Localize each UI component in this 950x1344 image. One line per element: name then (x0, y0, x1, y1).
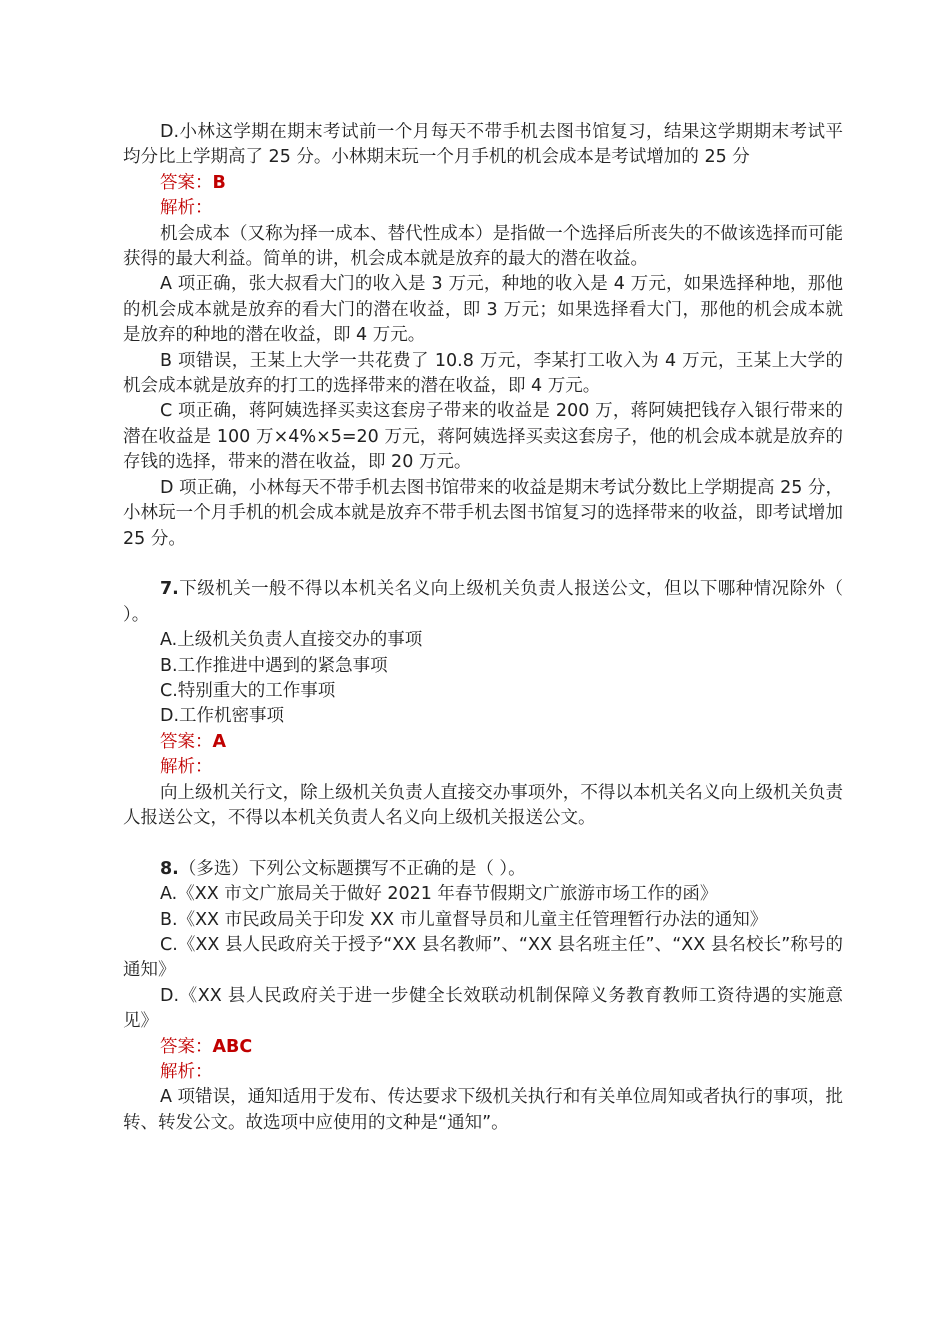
q6-analysis-paragraph: D 项正确，小林每天不带手机去图书馆带来的收益是期末考试分数比上学期提高 25 分，小林玩一个月手机的机会成本就是放弃不带手机去图书馆复习的选择带来的收益，即考试增加 25 分。 (123, 477, 843, 549)
q6-analysis-paragraph: 机会成本（又称为择一成本、替代性成本）是指做一个选择后所丧失的不做该选择而可能获得的最大利益。简单的讲，机会成本就是放弃的最大的潜在收益。 (123, 223, 843, 270)
q8-option: D.《XX 县人民政府关于进一步健全长效联动机制保障义务教育教师工资待遇的实施意见》 (123, 985, 843, 1032)
q8-option: B.《XX 市民政局关于印发 XX 市儿童督导员和儿童主任管理暂行办法的通知》 (160, 909, 768, 930)
q7-analysis-label: 解析： (160, 757, 213, 778)
question-8-section (123, 857, 843, 1136)
spacer (123, 552, 843, 577)
q6-analysis-paragraph: A 项正确，张大叔看大门的收入是 3 万元，种地的收入是 4 万元，如果选择种地，那他的机会成本就是放弃的看大门的潜在收益，即 3 万元；如果选择看大门，那他的机会成本就是放弃的种地的潜在收益，即 4 万元。 (123, 274, 843, 346)
q7-stem-text: 下级机关一般不得以本机关名义向上级机关负责人报送公文，但以下哪种情况除外（ ）。 (123, 579, 843, 625)
q8-answer-label: 答案： (160, 1036, 213, 1057)
q7-answer-value: A (212, 731, 227, 752)
q7-option: D.工作机密事项 (160, 706, 285, 727)
q8-stem (123, 857, 843, 882)
q8-option: A.《XX 市文广旅局关于做好 2021 年春节假期文广旅游市场工作的函》 (160, 884, 718, 905)
q8-analysis-label: 解析： (160, 1062, 213, 1082)
q6-option-d: D.小林这学期在期末考试前一个月每天不带手机去图书馆复习，结果这学期期末考试平均分比上学期高了 25 分。小林期末玩一个月手机的机会成本是考试增加的 25 分 (123, 122, 843, 168)
q6-analysis-paragraph: B 项错误，王某上大学一共花费了 10.8 万元，李某打工收入为 4 万元，王某上大学的机会成本就是放弃的打工的选择带来的潜在收益，即 4 万元。 (123, 350, 843, 397)
q6-analysis-label: 解析： (160, 198, 213, 219)
q7-number: 7. (160, 579, 179, 600)
q8-answer (123, 1035, 843, 1060)
question-7-section (123, 577, 843, 831)
spacer (123, 831, 843, 856)
q8-option: C.《XX 县人民政府关于授予“XX 县名教师”、“XX 县名班主任”、“XX 县名校长”称号的通知》 (123, 934, 843, 981)
q7-stem (123, 577, 843, 628)
q7-option: C.特别重大的工作事项 (160, 680, 336, 701)
q6-answer-label: 答案： (160, 172, 213, 193)
q7-answer (123, 730, 843, 755)
q8-stem-text: （多选）下列公文标题撰写不正确的是（ ）。 (178, 858, 526, 879)
q8-number: 8. (160, 858, 179, 879)
q8-answer-value: ABC (212, 1036, 253, 1057)
q6-answer-value: B (212, 172, 226, 193)
q7-option: B.工作推进中遇到的紧急事项 (160, 655, 388, 676)
q8-analysis-paragraph: A 项错误，通知适用于发布、传达要求下级机关执行和有关单位周知或者执行的事项，批转、转发公文。故选项中应使用的文种是“通知”。 (123, 1087, 843, 1133)
q6-analysis-paragraph: C 项正确，蒋阿姨选择买卖这套房子带来的收益是 200 万，蒋阿姨把钱存入银行带来的潜在收益是 100 万×4%×5=20 万元，蒋阿姨选择买卖这套房子，他的机会成本就是放弃的存钱的选择，带来的潜在收益，即 20 万元。 (123, 401, 843, 473)
q7-analysis-paragraph: 向上级机关行文，除上级机关负责人直接交办事项外，不得以本机关名义向上级机关负责人报送公文，不得以本机关负责人名义向上级机关报送公文。 (123, 782, 843, 828)
question-6-section (123, 120, 843, 552)
q7-answer-label: 答案： (160, 731, 213, 752)
q7-option: A.上级机关负责人直接交办的事项 (160, 630, 423, 651)
q6-answer (123, 171, 843, 196)
document-page (123, 120, 843, 1136)
